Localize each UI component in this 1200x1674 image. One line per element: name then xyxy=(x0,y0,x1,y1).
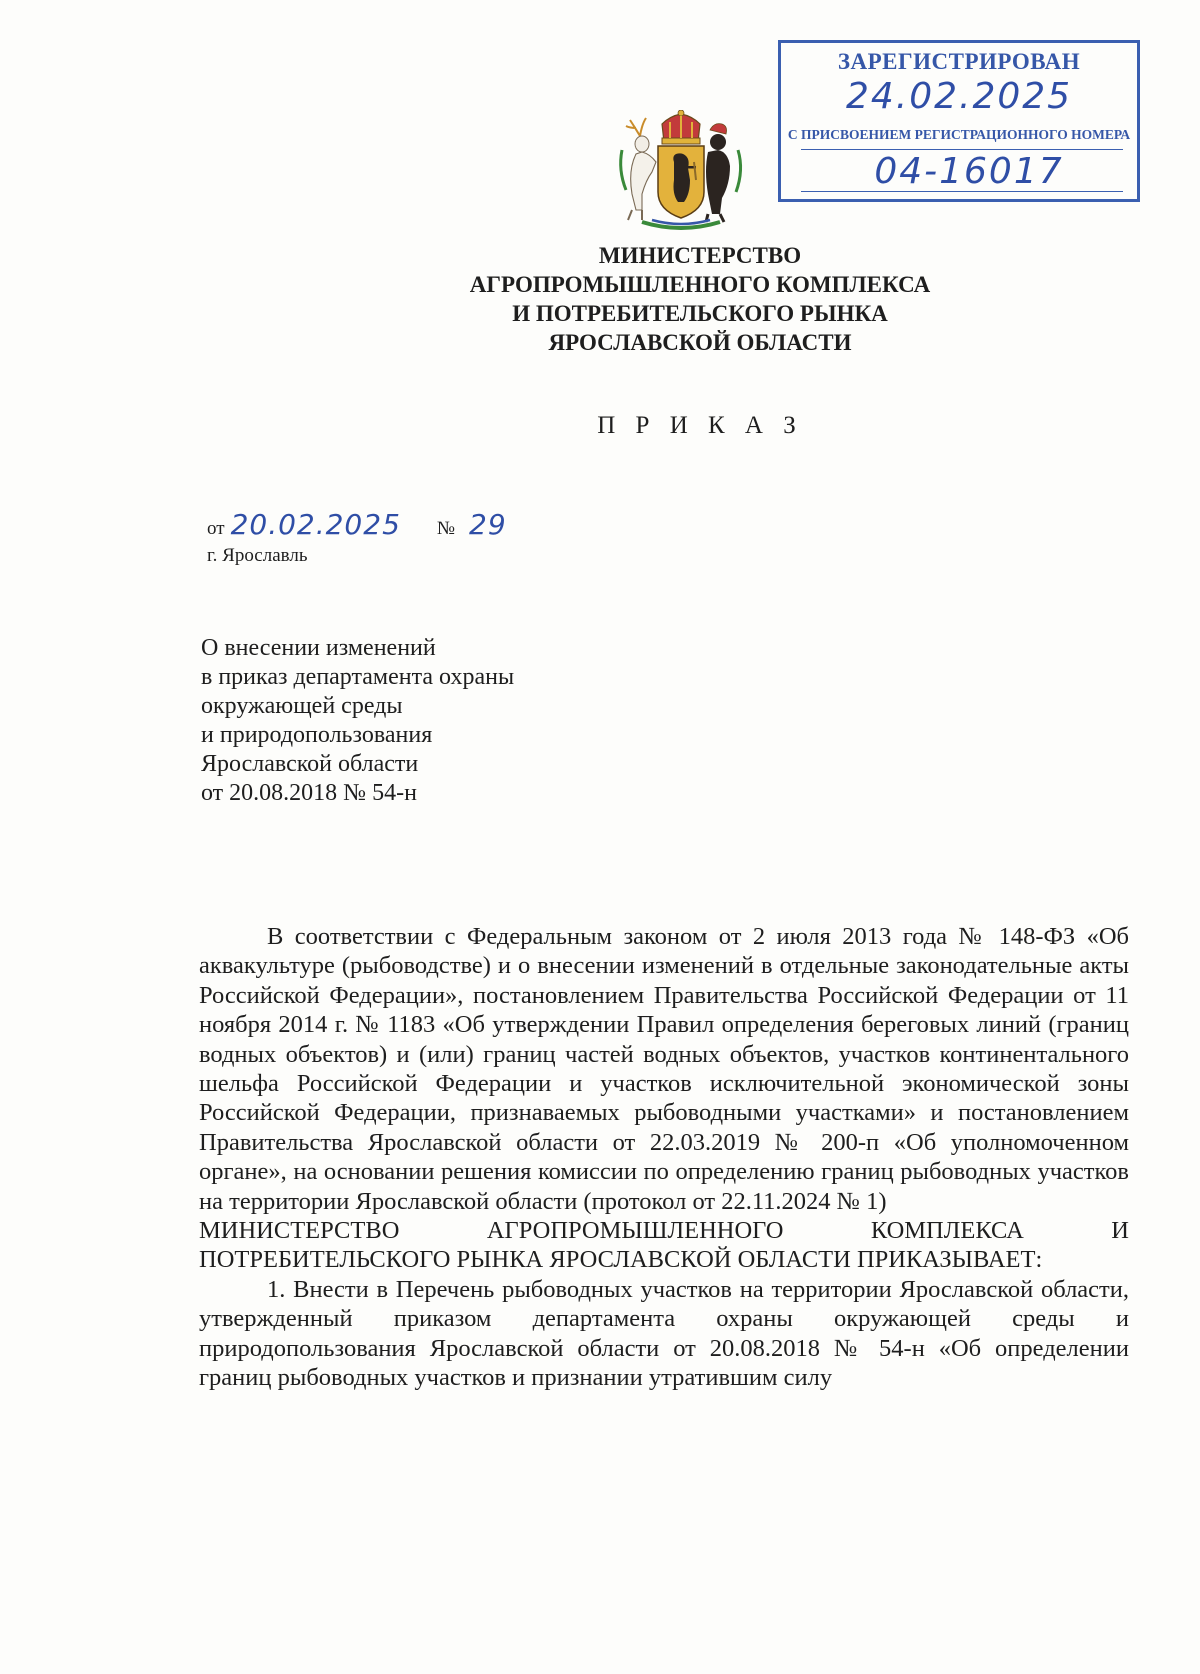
subject-line: от 20.08.2018 № 54-н xyxy=(201,780,417,806)
subject-line: в приказ департамента охраны xyxy=(201,664,515,690)
subject-line: Ярославской области xyxy=(201,751,419,777)
stamp-divider xyxy=(801,149,1123,150)
item-paragraph: 1. Внести в Перечень рыбоводных участков на территории Ярославской области, утвержденный приказом департамента охраны окружающей среды и природопользования Ярославской области от 20.08.2018 № 54-н «Об определении границ рыбоводных участков и признании утратившим силу xyxy=(199,1275,1129,1392)
ministry-title-line: МИНИСТЕРСТВО xyxy=(598,243,802,268)
order-number: 29 xyxy=(469,508,507,541)
ministry-title-line: АГРОПРОМЫШЛЕННОГО КОМПЛЕКСА xyxy=(469,272,931,297)
order-number-label: № xyxy=(436,518,456,539)
order-date-number xyxy=(207,508,507,541)
preamble-paragraph: В соответствии с Федеральным законом от 2 июля 2013 года № 148-ФЗ «Об аквакультуре (рыбоводстве) и о внесении изменений в отдельные законодательные акты Российской Федерации», постановлением Правительства Российской Федерации от 11 ноября 2014 г. № 1183 «Об утверждении Правил определения береговых линий (границ водных объектов) и (или) границ частей водных объектов, участков континентального шельфа Российской Федерации и участков исключительной экономической зоны Российской Федерации, признаваемых рыбоводными участками» и постановлением Правительства Ярославской области от 22.03.2019 № 200-п «Об уполномоченном органе», на основании решения комиссии по определению границ рыбоводных участков на территории Ярославской области (протокол от 22.11.2024 № 1) xyxy=(199,923,1129,1215)
stamp-registration-number: 04-16017 xyxy=(874,151,1064,192)
subject-line: О внесении изменений xyxy=(201,635,436,661)
registration-stamp xyxy=(778,40,1140,202)
directive-paragraph: МИНИСТЕРСТВО АГРОПРОМЫШЛЕННОГО КОМПЛЕКСА И ПОТРЕБИТЕЛЬСКОГО РЫНКА ЯРОСЛАВСКОЙ ОБЛАСТИ ПРИКАЗЫВАЕТ: xyxy=(199,1217,1129,1274)
subject-line: и природопользования xyxy=(201,722,433,748)
ministry-title xyxy=(300,241,1100,357)
bear-supporter-icon xyxy=(706,124,741,222)
subject-line: окружающей среды xyxy=(201,693,403,719)
shield-icon xyxy=(658,146,704,218)
order-subject xyxy=(201,634,514,808)
order-city: г. Ярославль xyxy=(207,545,308,566)
order-from-label: от xyxy=(207,518,225,539)
crown-icon xyxy=(662,110,700,144)
deer-supporter-icon xyxy=(621,118,656,220)
order-body xyxy=(199,922,1129,1393)
stamp-date: 24.02.2025 xyxy=(845,76,1073,117)
document-type: П Р И К А З xyxy=(597,412,803,439)
stamp-title: ЗАРЕГИСТРИРОВАН xyxy=(837,49,1081,74)
ministry-title-line: ЯРОСЛАВСКОЙ ОБЛАСТИ xyxy=(548,330,852,355)
ministry-title-line: И ПОТРЕБИТЕЛЬСКОГО РЫНКА xyxy=(512,301,888,326)
stamp-subtitle: С ПРИСВОЕНИЕМ РЕГИСТРАЦИОННОГО НОМЕРА xyxy=(787,127,1131,142)
order-date: 20.02.2025 xyxy=(230,508,401,541)
stamp-divider xyxy=(801,191,1123,192)
coat-of-arms-icon xyxy=(612,110,750,232)
